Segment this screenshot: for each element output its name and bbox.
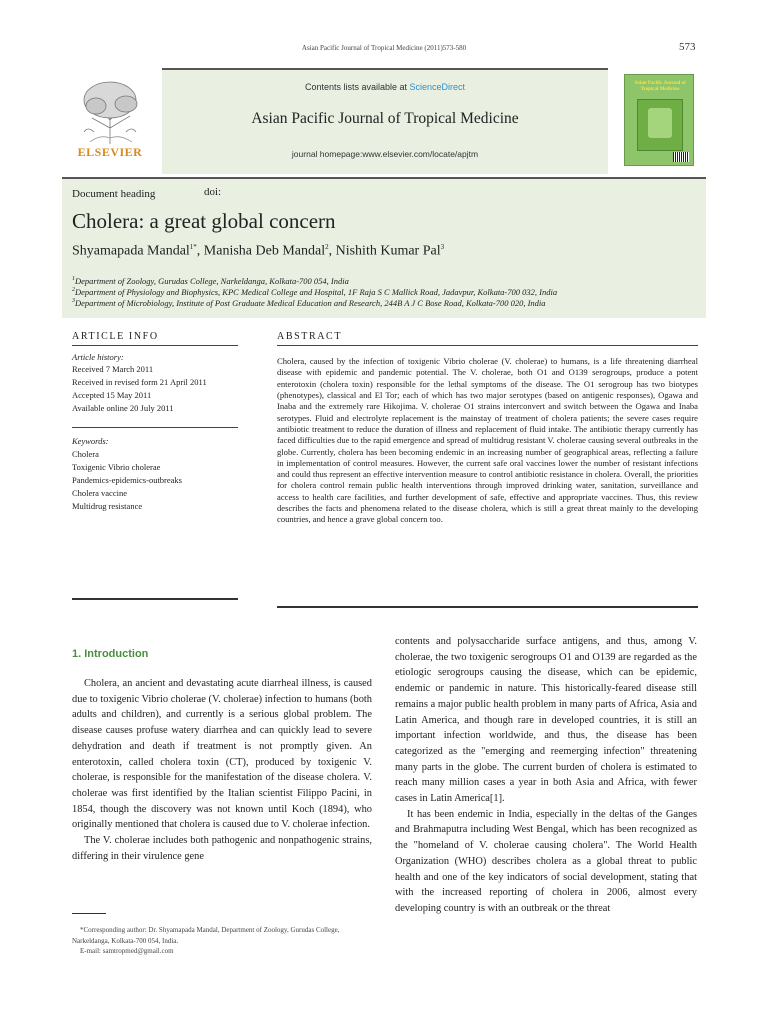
cover-title: Asian Pacific Journal of Tropical Medicine [634,81,686,92]
paragraph: Cholera, an ancient and devastating acute diarrheal illness, is caused due to toxigenic Vibrio cholerae (V. cholerae) infection to humans (both adults and children), and currently is a serious global problem. The disease causes profuse watery diarrhea and can quickly lead to severe dehydration and death if treatment is not promptly given. An enterotoxin, called cholera toxin (CT), produced by toxigenic V. cholerae, is responsible for the manifestation of the disease cholera. V. cholerae was first identified by the Italian scientist Filippo Pacini, in 1854, though the discovery was not known until Koch (1894), who originally mentioned that cholera is caused due to V. cholerae infection. [72,678,372,831]
page-number: 573 [679,41,696,53]
journal-title: Asian Pacific Journal of Tropical Medicine [251,110,519,127]
correspondence-note: *Corresponding author: Dr. Shyamapada Mandal, Department of Zoology, Gurudas College, Narkeldanga, Kolkata-700 054, India. [72,926,340,945]
doi-label: doi: [204,186,222,198]
cover-image [637,99,683,151]
barcode-icon [673,152,689,162]
author-sup: 1* [189,243,197,251]
divider [72,345,238,346]
email-link[interactable]: E-mail: samtropmed@gmail.com [80,947,174,955]
author-name: Shyamapada Mandal [72,243,190,259]
journal-cover [624,74,694,166]
contents-prefix: Contents lists available at [304,82,410,92]
running-head: Asian Pacific Journal of Tropical Medicine (2011)573-580 [301,44,467,52]
keyword: Pandemics-epidemics-outbreaks [72,475,182,485]
author-sup: 2 [325,243,329,251]
keyword: Cholera [72,449,99,459]
affiliation: $^1$Department of Zoology, Gurudas College, Narkeldanga, Kolkata-700 054, India [72,276,349,286]
paper-title: Cholera: a great global concern [72,209,336,233]
divider [72,598,238,600]
keyword: Multidrug resistance [72,501,143,511]
keywords-label: Keywords: [72,436,109,446]
keyword: Cholera vaccine [72,488,127,498]
history-item: Accepted 15 May 2011 [72,390,152,400]
section-heading: 1. Introduction [72,648,149,660]
author-name: Manisha Deb Mandal [203,243,326,259]
history-label: Article history: [72,352,124,362]
body-column-left [72,676,372,864]
paragraph: It has been endemic in India, especially in the deltas of the Ganges and Brahmaputra including West Bengal, which has been recognized as the "homeland of V. cholerae causing cholera". The World Health Organization (WHO) describes cholera as a global threat to public health and one of the key indicators of social development, stating that with the increased reporting of cholera in 2006, almost every developing country is with an outbreak or the threat [395,808,697,914]
elsevier-wordmark: ELSEVIER [77,145,143,159]
contents-line [162,82,608,92]
affiliation: $^2$Department of Physiology and Biophysics, KPC Medical College and Hospital, 1F Raja S C Mallick Road, Jadavpur, Kolkata-700 032, India [72,287,558,297]
article-info-heading: ARTICLE INFO [72,331,159,342]
sciencedirect-link[interactable]: ScienceDirect [409,82,466,92]
affiliation: $^3$Department of Microbiology, Institute of Post Graduate Medical Education and Research, 244B A J C Bose Road, Kolkata-700 020, India [72,298,546,308]
paragraph: The V. cholerae includes both pathogenic and nonpathogenic strains, differing in their virulence gene [72,835,372,862]
history-item: Received 7 March 2011 [72,364,154,374]
abstract-heading: ABSTRACT [277,331,343,342]
history-item: Available online 20 July 2011 [72,403,174,413]
footnote-rule [72,913,106,914]
history-item: Received in revised form 21 April 2011 [72,377,207,387]
author-list: Shyamapada Mandal$^{1*}$, Manisha Deb Mandal$^2$, Nishith Kumar Pal$^3$ [72,243,445,259]
author-sup: 3 [440,243,445,251]
journal-header [162,68,608,174]
divider [277,345,698,346]
author-name: Nishith Kumar Pal [335,243,441,259]
journal-homepage-link[interactable]: journal homepage:www.elsevier.com/locate/apjtm [291,149,479,159]
abstract-text: Cholera, caused by the infection of toxigenic Vibrio cholerae (V. cholerae) to humans, is a life threatening diarrheal disease with epidemic and pandemic potential. The V. cholerae, both O1 and O139 serogroups, produce a potent enterotoxin (cholera toxin) responsible for the lethal symptoms of the disease. The O1 serogroup has two biotypes (phenotypes), classical and El Tor; each of which has two major serotypes (based on antigenic responses), Ogawa and Inaba and the extremely rare Hikojima. V. cholerae O1 strains interconvert and switch between the Ogawa and Inaba serotypes. Fluid and electrolyte replacement is the mainstay of treatment of cholera patients; the severe cases require antibiotic treatment to reduce the duration of illness and replacement of fluid intake. The antibiotic therapy currently has faced difficulties due to the rapid emergence and spread of multidrug resistant V. cholerae causing several outbreaks in the globe. Currently, cholera has been becoming endemic in an increasing number of geographical areas, reflecting a failure in implementation of control measures. However, the current safe oral vaccines lower the number of resistant infections and could thus represent an effective intervention measure to control antibiotic resistance in cholera. Overall, the priorities for cholera control remain public health interventions through improved drinking water, sanitation, surveillance and access to health care facilities, and further development of safe, effective and appropriate vaccines. Thus, this review describes the facts and phenomena related to the disease cholera, which is still a great threat mainly to the developing countries, and hence a grave global concern too. [277,356,698,525]
footnote [72,925,368,957]
divider [72,427,238,428]
body-column-right [395,634,697,917]
keyword: Toxigenic Vibrio cholerae [72,462,161,472]
document-heading: Document heading [72,188,156,200]
paragraph: contents and polysaccharide surface antigens, and thus, among V. cholerae, the two toxigenic serogroups O1 and O139 are regarded as the etiologic serogroups causing the disease, which can be epidemic, endemic or pandemic in nature. This historically-feared disease still remains a major public health problem in many parts of Africa, Asia and Latin America, and though rare in developed countries, it is still an important infection worldwide, and thus, the disease has been categorized as the "emerging and reemerging infection" threatening many parts in the globe. The current burden of cholera is estimated to reach many million cases a year in both Asia and Africa, with fewer cases in Latin America[1]. [395,636,697,805]
divider [277,606,698,608]
